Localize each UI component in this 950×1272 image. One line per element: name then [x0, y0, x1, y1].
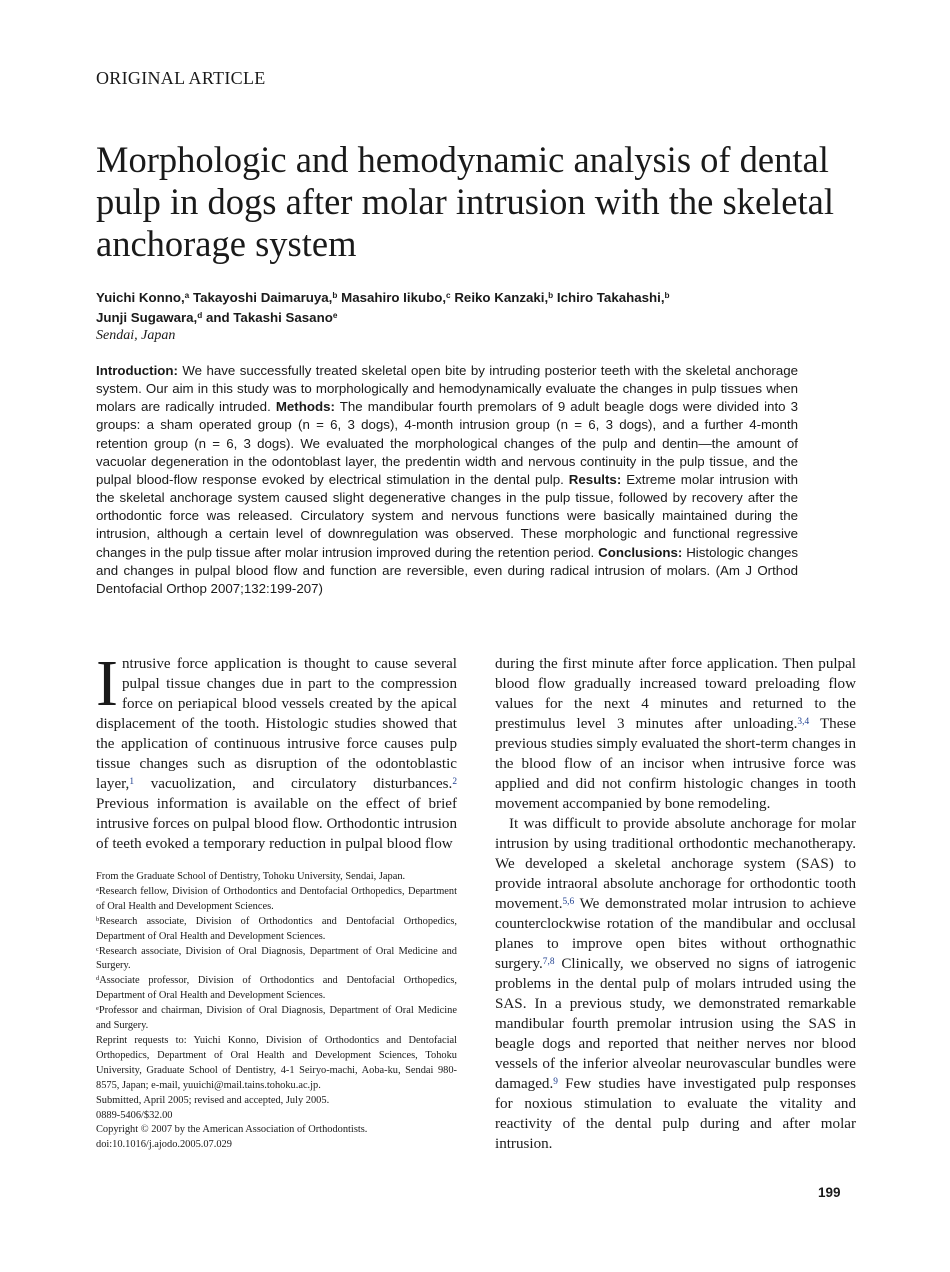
footnote-affiliation — [96, 885, 457, 915]
intro-paragraph — [96, 647, 457, 854]
author-line-2 — [96, 308, 856, 328]
footnote-issn: 0889-5406/$32.00 — [96, 1109, 173, 1121]
body-paragraph-2: It was difficult to provide absolute anchorage for molar intrusion by using traditional orthodontic mechanotherapy. We developed a skeletal anchorage system (SAS) to provide intraoral absolute anchorage for orthodontic tooth movement.$^{5,6}$ We demonstrated molar intrusion to achieve counterclockwise rotation of the mandibular and occlusal planes to improve open bites without orthognathic surgery.$^{7,8}$ Clinically, we observed no signs of iatrogenic problems in the dental pulp of molars intruded using the SAS. In a previous study, we demonstrated remarkable mandibular fourth premolar intrusion using the SAS in beagle dogs and reported that neither nerves nor blood vessels of the inferior alveolar neurovascular bundles were damaged.$^9$ Few studies have investigated pulp responses for noxious stimulation to evaluate the vitality and reactivity of the dental pulp during and after molar intrusion. — [495, 816, 856, 1152]
author-affiliation-marker: b — [332, 291, 338, 301]
footnote-affiliation — [96, 974, 457, 1004]
author-name: Takayoshi Daimaruya, — [189, 290, 333, 305]
footnote-marker: a — [96, 886, 99, 894]
footnote-affiliation — [96, 1004, 457, 1034]
footnote-affiliation-text: Research associate, Division of Orthodontics and Dentofacial Orthopedics, Department of Oral Health and Development Sciences. — [96, 915, 457, 942]
author-location: Sendai, Japan — [96, 328, 176, 343]
abstract-section-text: The mandibular fourth premolars of 9 adult beagle dogs were divided into 3 groups: a sham operated group (n = 6, 3 dogs), 4-month intrusion group (n = 6, 3 dogs), and a further 4-month retention group (n = 6, 3 dogs). We evaluated the morphological changes of the pulp and dentin—the amount of vacuolar degeneration in the odontoblast layer, the predentin width and nervous continuity in the pulp tissue, and the pulpal blood-flow response evoked by electrical stimulation in the dental pulp. — [96, 399, 798, 487]
author-affiliation-marker: b — [664, 291, 670, 301]
drop-cap: I — [96, 647, 118, 720]
author-name: and Takashi Sasano — [202, 310, 333, 325]
footnote-reprint: Reprint requests to: Yuichi Konno, Division of Orthodontics and Dentofacial Orthopedics, Department of Oral Health and Development Sciences, Tohoku University, Graduate School of Dentistry, 4-1 Seiryo-machi, Aoba-ku, Sendai 980-8575, Japan; e-mail, yuuichi@mail.tains.tohoku.ac.jp. — [96, 1034, 457, 1091]
author-name: Yuichi Konno, — [96, 290, 185, 305]
page-number: 199 — [818, 1185, 841, 1200]
abstract-section-label: Introduction: — [96, 363, 178, 378]
footnote-affiliation-text: Professor and chairman, Division of Oral Diagnosis, Department of Oral Medicine and Surgery. — [96, 1005, 457, 1032]
author-list — [96, 288, 856, 328]
abstract — [96, 362, 798, 598]
author-affiliation-marker: a — [184, 291, 190, 301]
abstract-section-text: We have successfully treated skeletal open bite by intruding posterior teeth with the skeletal anchorage system. Our aim in this study was to morphologically and hemodynamically evaluate the changes in pulp tissues when molars are radically intruded. — [96, 363, 798, 415]
citation-reference[interactable]: 9 — [553, 1076, 558, 1087]
section-label: ORIGINAL ARTICLE — [96, 68, 266, 88]
abstract-section-label: Methods: — [275, 399, 335, 415]
abstract-section-label: Conclusions: — [598, 544, 683, 560]
body-column-left — [96, 647, 457, 854]
footnote-marker: b — [96, 915, 100, 923]
citation-reference[interactable]: 1 — [129, 776, 135, 787]
footnote-institution: From the Graduate School of Dentistry, Tohoku University, Sendai, Japan. — [96, 871, 406, 882]
author-name: Reiko Kanzaki, — [450, 290, 549, 305]
author-affiliation-marker: d — [197, 311, 203, 321]
footnote-affiliation-text: Research fellow, Division of Orthodontics and Dentofacial Orthopedics, Department of Oral Health and Development Sciences. — [96, 885, 457, 912]
author-affiliation-marker: e — [332, 311, 338, 321]
footnote-marker: e — [96, 1005, 99, 1013]
intro-paragraph-text: ntrusive force application is thought to cause several pulpal tissue changes due in part to the compression force on periapical blood vessels created by the apical displacement of the tooth. Histologic studies showed that the application of continuous intrusive force causes pulp tissue changes such as disruption of the odontoblastic layer,$^1$ vacuolization, and circulatory disturbances.$^2$ Previous information is available on the effect of brief intrusive forces on pulpal blood flow. Orthodontic intrusion of teeth evoked a temporary reduction in pulpal blood flow — [96, 656, 457, 852]
body-paragraph-1: during the first minute after force application. Then pulpal blood flow gradually increased toward preloading flow values for the next 4 minutes and returned to the prestimulus level 3 minutes after unloading.$^{3,4}$ These previous studies simply evaluated the short-term changes in the blood flow of an incisor when intrusive force was applied and did not confirm histologic changes in tooth movement accompanied by bone remodeling. — [495, 656, 856, 812]
footnote-marker: d — [96, 975, 100, 983]
footnote-submitted: Submitted, April 2005; revised and accepted, July 2005. — [96, 1094, 330, 1106]
abstract-section-text: Extreme molar intrusion with the skeletal anchorage system caused slight degenerative changes in the pulp tissue, followed by recovery after the orthodontic force was released. Circulatory system and nervous functions were basically maintained during the intrusion, although a certain level of downregulation was observed. These morphologic and functional regressive changes in the pulp tissue after molar intrusion improved during the retention period. — [96, 471, 798, 560]
footnote-doi: doi:10.1016/j.ajodo.2005.07.029 — [96, 1139, 232, 1151]
citation-reference[interactable]: 2 — [452, 776, 457, 787]
footnote-affiliation — [96, 945, 457, 975]
citation-reference[interactable]: 3,4 — [797, 716, 810, 727]
article-title: Morphologic and hemodynamic analysis of dental pulp in dogs after molar intrusion with the skeletal anchorage system — [96, 139, 834, 264]
footnotes — [96, 870, 457, 1153]
footnote-affiliation-text: Associate professor, Division of Orthodontics and Dentofacial Orthopedics, Department of Oral Health and Development Sciences. — [96, 975, 457, 1002]
author-line-1 — [96, 288, 856, 308]
author-affiliation-marker: c — [446, 291, 451, 301]
footnote-copyright: Copyright © 2007 by the American Association of Orthodontists. — [96, 1124, 368, 1136]
footnote-affiliation-text: Research associate, Division of Oral Diagnosis, Department of Oral Medicine and Surgery. — [96, 945, 457, 972]
footnote-marker: c — [96, 945, 99, 953]
author-name: Junji Sugawara, — [96, 310, 198, 325]
footnote-affiliation — [96, 915, 457, 945]
citation-reference[interactable]: 5,6 — [562, 896, 575, 907]
author-affiliation-marker: b — [548, 291, 554, 301]
citation-reference[interactable]: 7,8 — [542, 956, 555, 967]
footnote-affiliations — [96, 885, 457, 1034]
author-name: Masahiro Iikubo, — [337, 290, 447, 305]
abstract-section-label: Results: — [568, 471, 622, 487]
abstract-section-text: Histologic changes and changes in pulpal blood flow and function are reversible, even during radical intrusion of molars. (Am J Orthod Dentofacial Orthop 2007;132:199-207) — [96, 544, 798, 596]
author-name: Ichiro Takahashi, — [553, 290, 665, 305]
body-column-right — [495, 654, 856, 1154]
